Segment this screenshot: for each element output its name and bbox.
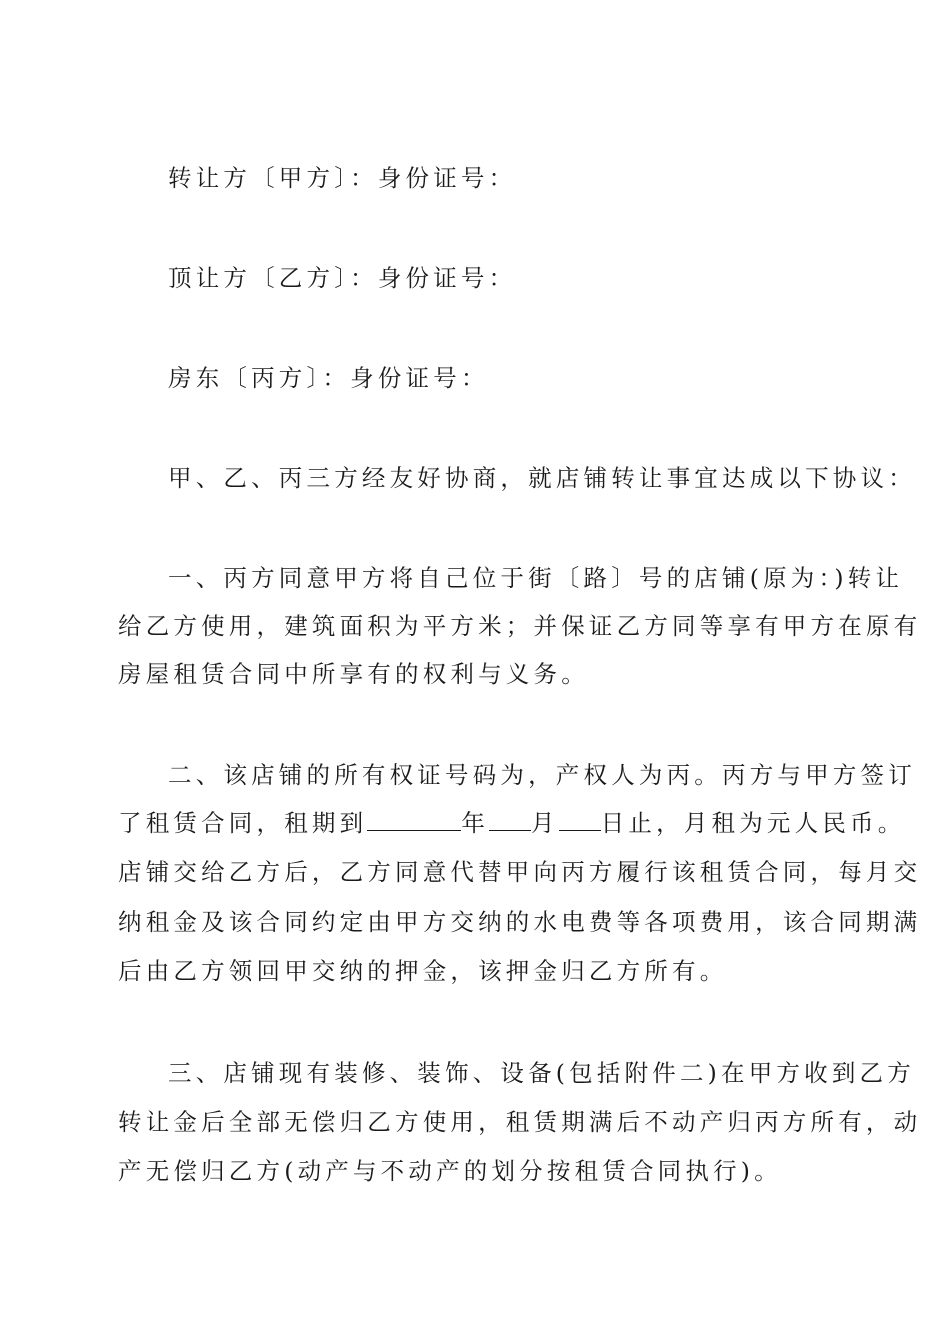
- month-label: 月: [531, 809, 559, 837]
- party-landlord-line: 房东〔丙方〕：身份证号：: [168, 364, 489, 392]
- clause-2-line-3: 店铺交给乙方后，乙方同意代替甲向丙方履行该租赁合同，每月交: [118, 858, 922, 886]
- clause-2-line-2-text-a: 了租赁合同，租期到: [118, 809, 368, 837]
- clause-1-line-3: 房屋租赁合同中所享有的权利与义务。: [118, 660, 589, 688]
- clause-2-line-4: 纳租金及该合同约定由甲方交纳的水电费等各项费用，该合同期满: [118, 908, 922, 936]
- clause-1-line-2: 给乙方使用，建筑面积为平方米；并保证乙方同等享有甲方在原有: [118, 612, 922, 640]
- clause-3-line-2: 转让金后全部无偿归乙方使用，租赁期满后不动产归丙方所有，动: [118, 1108, 922, 1136]
- year-label: 年: [461, 809, 490, 837]
- clause-2-line-5: 后由乙方领回甲交纳的押金，该押金归乙方所有。: [118, 957, 728, 985]
- party-transferor-line: 转让方〔甲方〕：身份证号：: [168, 164, 517, 192]
- agreement-intro: 甲、乙、丙三方经友好协商，就店铺转让事宜达成以下协议：: [168, 464, 916, 492]
- month-blank: [489, 808, 531, 831]
- day-blank: [559, 808, 601, 831]
- clause-2-line-2: [118, 807, 906, 839]
- year-blank: [367, 808, 461, 831]
- clause-3-line-3: 产无偿归乙方(动产与不动产的划分按租赁合同执行)。: [118, 1157, 782, 1185]
- clause-3-line-1: 三、店铺现有装修、装饰、设备(包括附件二)在甲方收到乙方: [168, 1059, 915, 1087]
- clause-2-line-2-text-b: 日止，月租为元人民币。: [600, 809, 906, 837]
- clause-1-line-1: 一、丙方同意甲方将自己位于街〔路〕号的店铺(原为：)转让: [168, 564, 904, 592]
- party-transferee-line: 顶让方〔乙方〕：身份证号：: [168, 264, 517, 292]
- clause-2-line-1: 二、该店铺的所有权证号码为，产权人为丙。丙方与甲方签订: [168, 761, 916, 789]
